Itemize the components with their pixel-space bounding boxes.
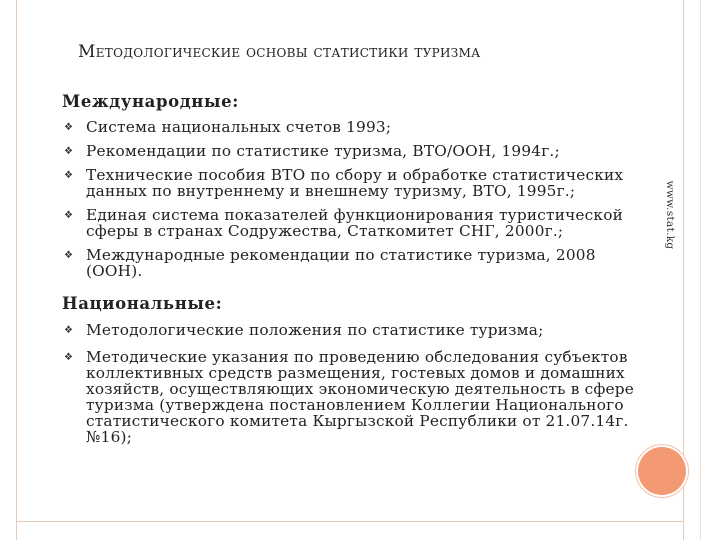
bullet-icon: ❖ bbox=[64, 250, 74, 261]
frame-line-bottom bbox=[16, 521, 684, 522]
list-item bbox=[62, 119, 642, 135]
bullet-icon: ❖ bbox=[64, 325, 74, 336]
list-item-text: Система национальных счетов 1993; bbox=[86, 118, 392, 136]
list-item-text: Методические указания по проведению обследования субъектов коллективных средств размещения, гостевых домов и домашних хозяйств, осуществляющих экономическую деятельность в сфере туризма (утверждена постановлением Коллегии Национального статистического комитета Кыргызской Республики от 21.07.14г. №16); bbox=[86, 348, 635, 446]
list-item bbox=[62, 247, 642, 279]
list-item-text: Методологические положения по статистике туризма; bbox=[86, 321, 544, 339]
list-item bbox=[62, 143, 642, 159]
side-url: www.stat.kg bbox=[664, 180, 676, 250]
list-item-text: Технические пособия ВТО по сбору и обработке статистических данных по внутреннему и внешнему туризму, ВТО, 1995г.; bbox=[86, 166, 624, 200]
heading-international: Международные: bbox=[62, 92, 239, 111]
bullet-icon: ❖ bbox=[64, 146, 74, 157]
heading-national: Национальные: bbox=[62, 294, 223, 313]
list-item-text: Международные рекомендации по статистике туризма, 2008 (ООН). bbox=[86, 246, 596, 280]
list-item bbox=[62, 167, 642, 199]
list-item bbox=[62, 322, 642, 338]
decorative-circle bbox=[638, 447, 686, 495]
list-item bbox=[62, 349, 642, 445]
frame-line-left bbox=[16, 0, 17, 540]
slide-title: Методологические основы статистики туризма bbox=[78, 42, 481, 62]
list-item bbox=[62, 207, 642, 239]
national-list bbox=[62, 322, 642, 456]
bullet-icon: ❖ bbox=[64, 352, 74, 363]
frame-line-right-outer bbox=[700, 0, 701, 540]
bullet-icon: ❖ bbox=[64, 210, 74, 221]
list-item-text: Единая система показателей функционирования туристической сферы в странах Содружества, Статкомитет СНГ, 2000г.; bbox=[86, 206, 623, 240]
bullet-icon: ❖ bbox=[64, 122, 74, 133]
list-item-text: Рекомендации по статистике туризма, ВТО/ООН, 1994г.; bbox=[86, 142, 560, 160]
international-list bbox=[62, 119, 642, 287]
bullet-icon: ❖ bbox=[64, 170, 74, 181]
